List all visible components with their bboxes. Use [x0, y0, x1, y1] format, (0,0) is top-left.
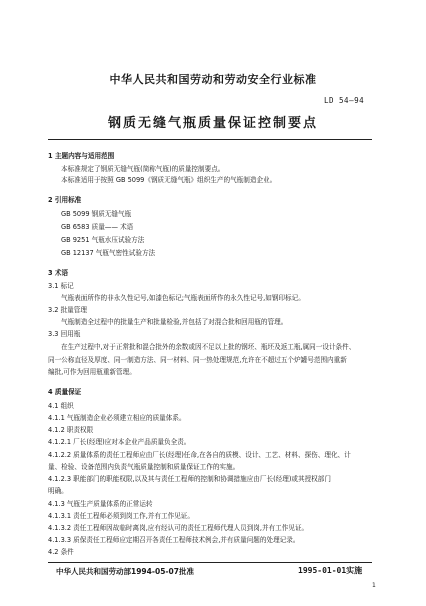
section-heading: 3 术语: [48, 269, 69, 277]
section-heading: 2 引用标准: [48, 196, 82, 204]
body-text-line: 4.1.2.2 质量体系的责任工程师应由厂长(经理)任命,在各自的质模、设计、工艺、材料、探伤、理化、计: [48, 451, 351, 459]
standard-header-title: 中华人民共和国劳动和劳动安全行业标准: [109, 73, 317, 86]
body-text-line: 4.1.3 气瓶生产质量体系的正常运转: [48, 500, 153, 508]
body-text-line: 本标准适用于按照 GB 5099《钢质无缝气瓶》组织生产的气瓶制造企业。: [61, 176, 277, 184]
body-text-line: 4.1.2.1 厂长(经理)应对本企业产品质量负全责。: [48, 438, 191, 446]
body-text-line: 在生产过程中,对于正常批和混合批外的余数或因不足以上批的钢坯、瓶坯及返工瓶,属同一设计条件、: [61, 343, 356, 351]
approval-line: 中华人民共和国劳动部1994-05-07批准: [56, 567, 194, 576]
section-heading: 1 主题内容与适用范围: [48, 152, 115, 160]
body-text-line: 同一公称直径及厚度、同一制造方法、同一材料、同一热处理规范,允许在不超过五个炉罐号范围内重新: [48, 356, 347, 364]
body-text-line: 明确。: [48, 487, 68, 495]
body-text-line: 3.1 标记: [48, 282, 74, 290]
body-text-line: 气瓶制造全过程中的批量生产和批量检验,并包括了对混合批和回用瓶的管理。: [61, 318, 288, 326]
body-text-line: GB 12137 气瓶气密性试验方法: [61, 249, 156, 257]
section-heading: 4 质量保证: [48, 388, 82, 396]
body-text-line: 气瓶表面所作的非永久性记号,如漆色标记;气瓶表面所作的永久性记号,如钢印标记。: [61, 294, 305, 302]
body-text-line: 4.1.1 气瓶制造企业必须建立相应的质量体系。: [48, 414, 186, 422]
body-text-line: 3.3 回用瓶: [48, 330, 81, 338]
body-text-line: 4.1.3.1 责任工程师必须到岗工作,并有工作见证。: [48, 512, 194, 520]
title-divider: [48, 139, 372, 140]
footer-divider: [48, 562, 372, 563]
body-text-line: GB 5099 钢质无缝气瓶: [61, 210, 132, 218]
body-text-line: 4.1.3.2 责任工程师因故临时离岗,应有经认可的责任工程师代理人员到岗,并有工作见证。: [48, 524, 309, 532]
body-text-line: GB 6583 质量—— 术语: [61, 223, 134, 231]
body-text-line: 4.1.3.3 质保责任工程师应定期召开各责任工程师技术例会,并有质量问题的处理记录。: [48, 536, 300, 544]
body-text-line: 本标准规定了钢质无缝气瓶(简称气瓶)的质量控制要点。: [61, 165, 225, 173]
page-number: 1: [372, 582, 376, 589]
body-text-line: 4.1.2 职责权限: [48, 426, 94, 434]
body-text-line: 4.1.2.3 职能部门的职能权限,以及其与责任工程师的控制和协调措施应由厂长(经理)或其授权部门: [48, 475, 331, 483]
implementation-date: 1995-01-01实施: [298, 566, 363, 575]
body-text-line: 编批,可作为回用瓶重新管理。: [48, 368, 136, 376]
document-title: 钢质无缝气瓶质量保证控制要点: [107, 116, 318, 131]
body-text-line: GB 9251 气瓶水压试验方法: [61, 236, 145, 244]
standard-code: LD 54—94: [324, 96, 365, 105]
body-text-line: 4.2 条件: [48, 548, 74, 556]
body-text-line: 4.1 组织: [48, 402, 74, 410]
body-text-line: 量、检验、设备范围内负责气瓶质量控制和质量保证工作的实施。: [48, 463, 240, 471]
body-text-line: 3.2 批量管理: [48, 306, 87, 314]
